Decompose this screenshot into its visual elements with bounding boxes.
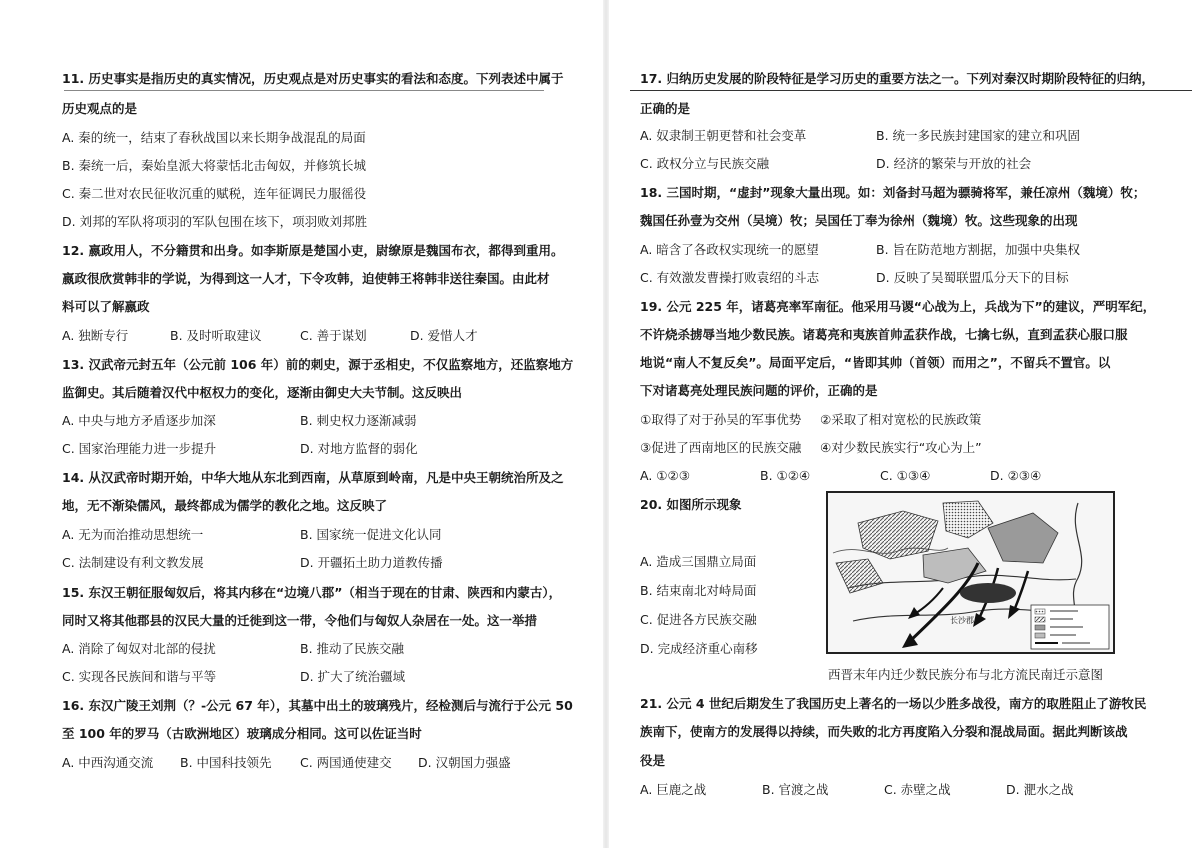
q18-option-a: A. 暗含了各政权实现统一的愿望 <box>640 242 819 257</box>
q21-stem-line1: 21. 公元 4 世纪后期发生了我国历史上著名的一场以少胜多战役，南方的取胜阻止了游牧民 <box>640 696 1147 711</box>
q19-option-c: C. ①③④ <box>880 468 931 483</box>
q19-stem-line2: 不许烧杀掳辱当地少数民族。诸葛亮和夷族首帅孟获作战，七擒七纵，直到孟获心服口服 <box>640 327 1128 342</box>
q16-stem-line1: 16. 东汉广陵王刘荆（？-公元 67 年），其墓中出土的玻璃残片，经检测后与流行于公元 50 <box>62 698 573 713</box>
q12-stem-line1: 12. 嬴政用人，不分籍贯和出身。如李斯原是楚国小吏，尉缭原是魏国布衣，都得到重用。 <box>62 243 564 258</box>
q19-option-d: D. ②③④ <box>990 468 1042 483</box>
q15-stem-line1: 15. 东汉王朝征服匈奴后，将其内移在“边境八郡”（相当于现在的甘肃、陕西和内蒙古）， <box>62 585 562 600</box>
q21-option-d: D. 淝水之战 <box>1006 782 1074 797</box>
top-rule-right <box>630 90 1192 91</box>
q12-option-d: D. 爱惜人才 <box>410 328 478 343</box>
map-label-changsha: 长沙郡 <box>950 616 974 625</box>
q15-option-d: D. 扩大了统治疆域 <box>300 669 406 684</box>
q12-option-a: A. 独断专行 <box>62 328 129 343</box>
q17-stem-line2: 正确的是 <box>640 101 691 116</box>
q17-stem-line1: 17. 归纳历史发展的阶段特征是学习历史的重要方法之一。下列对秦汉时期阶段特征的归纳， <box>640 71 1154 86</box>
q19-option-b: B. ①②④ <box>760 468 811 483</box>
q17-option-d: D. 经济的繁荣与开放的社会 <box>876 156 1032 171</box>
q19-option-a: A. ①②③ <box>640 468 690 483</box>
q14-option-d: D. 开疆拓土助力道教传播 <box>300 555 443 570</box>
q21-option-a: A. 巨鹿之战 <box>640 782 707 797</box>
q15-option-c: C. 实现各民族间和谐与平等 <box>62 669 217 684</box>
q19-statement-2: ②采取了相对宽松的民族政策 <box>820 412 982 427</box>
q14-stem-line2: 地，无不渐染儒风，最终都成为儒学的教化之地。这反映了 <box>62 498 388 513</box>
q14-option-b: B. 国家统一促进文化认同 <box>300 527 442 542</box>
q14-option-a: A. 无为而治推动思想统一 <box>62 527 204 542</box>
q13-option-c: C. 国家治理能力进一步提升 <box>62 441 217 456</box>
q18-option-c: C. 有效激发曹操打败袁绍的斗志 <box>640 270 820 285</box>
q15-option-b: B. 推动了民族交融 <box>300 641 405 656</box>
q18-stem-line2: 魏国任孙壹为交州（吴境）牧；吴国任丁奉为徐州（魏境）牧。这些现象的出现 <box>640 213 1078 228</box>
q12-stem-line3: 料可以了解嬴政 <box>62 299 150 314</box>
q20-stem: 20. 如图所示现象 <box>640 497 742 512</box>
q17-option-a: A. 奴隶制王朝更替和社会变革 <box>640 128 807 143</box>
map-caption: 西晋末年内迁少数民族分布与北方流民南迁示意图 <box>828 667 1104 682</box>
q18-option-b: B. 旨在防范地方割据，加强中央集权 <box>876 242 1081 257</box>
q13-stem-line2: 监御史。其后随着汉代中枢权力的变化，逐渐由御史大夫节制。这反映出 <box>62 385 463 400</box>
q16-option-c: C. 两国通使建交 <box>300 755 392 770</box>
q19-statement-3: ③促进了西南地区的民族交融 <box>640 440 802 455</box>
q12-stem-line2: 嬴政很欣赏韩非的学说，为得到这一人才，下令攻韩，迫使韩王将韩非送往秦国。由此材 <box>62 271 550 286</box>
q16-option-b: B. 中国科技领先 <box>180 755 272 770</box>
q15-stem-line2: 同时又将其他郡县的汉民大量的迁徙到这一带，令他们与匈奴人杂居在一处。这一举措 <box>62 613 538 628</box>
q11-option-a: A. 秦的统一，结束了春秋战国以来长期争战混乱的局面 <box>62 130 366 145</box>
page-fold <box>603 0 609 848</box>
migration-map <box>826 491 1115 654</box>
q16-stem-line2: 至 100 年的罗马（古欧洲地区）玻璃成分相同。这可以佐证当时 <box>62 726 422 741</box>
q14-option-c: C. 法制建设有利文教发展 <box>62 555 204 570</box>
q18-option-d: D. 反映了吴蜀联盟瓜分天下的目标 <box>876 270 1069 285</box>
q19-statement-4: ④对少数民族实行“攻心为上” <box>820 440 982 455</box>
q12-option-b: B. 及时听取建议 <box>170 328 262 343</box>
q11-option-c: C. 秦二世对农民征收沉重的赋税，连年征调民力服徭役 <box>62 186 367 201</box>
q19-statement-1: ①取得了对于孙吴的军事优势 <box>640 412 802 427</box>
q11-stem-line2: 历史观点的是 <box>62 101 138 116</box>
q19-stem-line4: 下对诸葛亮处理民族问题的评价，正确的是 <box>640 383 878 398</box>
q13-option-d: D. 对地方监督的弱化 <box>300 441 418 456</box>
q11-stem-line1: 11. 历史事实是指历史的真实情况，历史观点是对历史事实的看法和态度。下列表述中属于 <box>62 71 564 86</box>
q13-option-b: B. 刺史权力逐渐减弱 <box>300 413 417 428</box>
q19-stem-line1: 19. 公元 225 年，诸葛亮率军南征。他采用马谡“心战为上，兵战为下”的建议，严明军纪， <box>640 299 1156 314</box>
q11-option-b: B. 秦统一后，秦始皇派大将蒙恬北击匈奴，并修筑长城 <box>62 158 367 173</box>
q19-stem-line3: 地说“南人不复反矣”。局面平定后，“皆即其帅（首领）而用之”，不留兵不置官。以 <box>640 355 1111 370</box>
q16-option-d: D. 汉朝国力强盛 <box>418 755 511 770</box>
q21-stem-line3: 役是 <box>640 753 666 768</box>
q20-option-c: C. 促进各方民族交融 <box>640 612 757 627</box>
q21-option-b: B. 官渡之战 <box>762 782 829 797</box>
q20-option-d: D. 完成经济重心南移 <box>640 641 758 656</box>
q12-option-c: C. 善于谋划 <box>300 328 367 343</box>
q17-option-b: B. 统一多民族封建国家的建立和巩固 <box>876 128 1081 143</box>
q17-option-c: C. 政权分立与民族交融 <box>640 156 770 171</box>
q15-option-a: A. 消除了匈奴对北部的侵扰 <box>62 641 216 656</box>
q21-stem-line2: 族南下，使南方的发展得以持续，而失败的北方再度陷入分裂和混战局面。据此判断该战 <box>640 724 1128 739</box>
q14-stem-line1: 14. 从汉武帝时期开始，中华大地从东北到西南，从草原到岭南，凡是中央王朝统治所及之 <box>62 470 564 485</box>
q18-stem-line1: 18. 三国时期，“虚封”现象大量出现。如：刘备封马超为骠骑将军，兼任凉州（魏境）牧； <box>640 185 1146 200</box>
q13-option-a: A. 中央与地方矛盾逐步加深 <box>62 413 216 428</box>
map-drawing <box>828 493 1113 652</box>
q11-option-d: D. 刘邦的军队将项羽的军队包围在垓下，项羽败刘邦胜 <box>62 214 368 229</box>
q16-option-a: A. 中西沟通交流 <box>62 755 154 770</box>
top-rule-left <box>64 90 544 91</box>
q20-option-a: A. 造成三国鼎立局面 <box>640 554 757 569</box>
q20-option-b: B. 结束南北对峙局面 <box>640 583 757 598</box>
q13-stem-line1: 13. 汉武帝元封五年（公元前 106 年）前的刺史，源于丞相史，不仅监察地方，还监察地方 <box>62 357 574 372</box>
q21-option-c: C. 赤壁之战 <box>884 782 951 797</box>
